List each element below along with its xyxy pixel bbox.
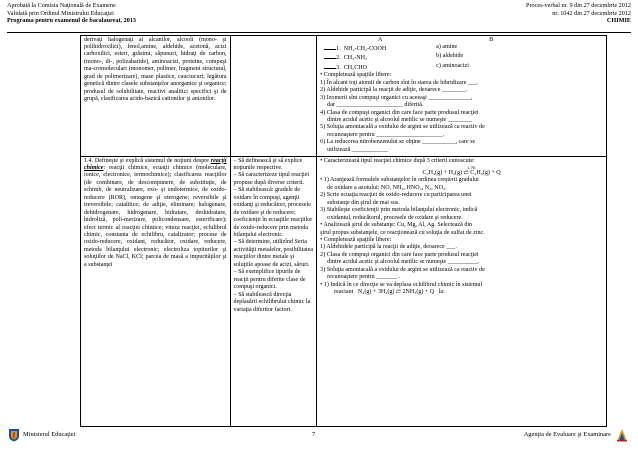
matching-table <box>320 37 603 73</box>
objectives-cell <box>230 157 317 427</box>
curriculum-table <box>80 35 607 427</box>
fill-in-line: recunoaştere pentru ______________________. <box>327 131 445 138</box>
reaction-equation: C₂H₄(g) + H₂(g) ⇄ C₂H₆(g) + Q <box>422 169 501 176</box>
objective-item: – Să definească şi să explice noţiunile respective. <box>233 157 303 171</box>
task-line: dintre acidul acetic şi alcoolul metilic se numeşte __________. <box>327 259 480 266</box>
fill-in-line: • Completează spaţiile libere: <box>320 72 392 79</box>
footer-agency: Agenţia de Evaluare şi Examinare <box>523 431 611 438</box>
matching-header-a: A <box>377 36 383 43</box>
objective-item: – Să exemplifice tipurile de reacţii pentru diferite clase de compuşi organici. <box>233 269 306 291</box>
matching-item-b: a) amine <box>436 43 458 50</box>
competence-cell: derivaţi halogenaţi ai alcanilor, alcooli (mono- şi polihidroxilici), fenol,amine, aldehide, acetonă, acizi carboxilici, esteri, grăsimi, săpunuri, hidraţi de carbon, (mono-, di-, polizaharide), aminoacizi, proteine, compuşi ma-cromoleculari (monomer, polimer, fragment structural, grad de polimerizare), mase plastice, cauciucuri; legătura genetică dintre clasele substanţelor anorganice şi organice; produsul de solubilitate, reactivi analitici specifici şi de grupă, clasificarea acido-bazică cationilor şi anionilor. <box>81 36 231 157</box>
matching-item-a: 1. NH₂-CH₂-COOH <box>324 44 436 53</box>
task-line: substanţe din şirul de mai sus. <box>327 199 400 206</box>
task-line: 3) Stabileşte coeficienţii prin metoda bilanţului electronic, indică <box>320 207 478 214</box>
competence-cell: 1.4. Defineşte şi explică sistemul de noţiuni despre reacţii chimice: reacţii chimice, ecuaţii chimice (moleculare, ionice, electronice, termochimice); clasificarea reacţiilor (de combinare, de descompunere, de substituţie, de schimb, de neutralizare, exo- şi endotermice, de oxido-reducere (ROR), omogene şi eterogene; reversibile şi ireversibile; catalitice; de adiţie, eliminare; halogenare, dehidrogenare, hidrogenare, hidratare, deshidratare, hidroliză, poli-merizare, policondensare, esterificare); efect termic al reacţiei chimice; viteza reacţiei, echilibrul chimic, constanta de echilibru, catalizator; procese de oxido-reducere, oxidant, reducător, oxidare, reducere, metoda bilanţului electronic; electroliza topiturilor şi soluţiilor de NaCl, KCl; parcea de masă a impurităţilor şi a substanţei <box>81 157 231 427</box>
fill-in-line: 4) Clasa de compuşi organici din care face parte produsul reacţiei <box>320 109 479 116</box>
assessment-items-cell <box>317 36 607 157</box>
fill-in-line: 5) Soluţia amoniacală a oxidului de argint se utilizează ca reactiv de <box>320 124 485 131</box>
task-line: recunoaştere pentru _______ . <box>327 274 401 281</box>
objective-item: – Să stabilească direcţia deplasării echilibrului chimic la variaţia diferitor factori. <box>233 291 311 313</box>
objective-item: – Să determine, utilizînd Seria activităţii metalelor, posibilitatea reacţiilor dintre metale şi soluţiile apoase de acizi, săruri. <box>233 239 314 268</box>
task-line: • Analizează şirul de substanţe: Cu, Mg, Al, Ag. Selectează din <box>320 222 473 229</box>
task-line: • 1) Aranjează formulele substanţelor în ordinea creşterii gradului <box>320 177 479 184</box>
fill-in-line: dar ______________________ diferită. <box>327 102 424 109</box>
objective-item: – Să stabilească: gradele de oxidare în compuşi, agenţii oxidanţi şi reducători, procesele de oxidare şi de reducere; coeficienţii în ecuaţiile reacţiilor de oxido-reducere prin metoda bilanţului electronic. <box>233 187 313 239</box>
header-minutes-line: Proces-verbal nr. 9 din 27 decembrie 2012 <box>526 2 631 9</box>
reaction-conditions: t, Ni <box>467 164 476 170</box>
fill-in-line: 3) Izomerii sînt compuşi organici cu aceeaşi ______________, <box>320 94 473 101</box>
equilibrium-equation: N₂(g) + 3H₂(g) ⇄ 2NH₃(g) + Q <box>357 289 435 296</box>
matching-item-a: 2. CH₃-NH₂ <box>324 53 436 62</box>
header-approval-line: Aprobată la Comisia Naţională de Examene <box>7 2 116 9</box>
matching-header-b: B <box>489 36 494 43</box>
equilibrium-line: reactant N₂(g) + 3H₂(g) ⇄ 2NH₃(g) + Q la: <box>334 289 445 296</box>
header-program-title: Programa pentru examenul de bacalaureat, 2013 <box>7 17 137 25</box>
fill-in-line: 1) În alcani toţi atomii de carbon sînt în starea de hibridizare ___. <box>320 79 479 86</box>
header-subject: CHIMIE <box>606 17 631 25</box>
header-rule <box>7 32 631 33</box>
agency-logo-icon <box>616 428 628 442</box>
task-line: • 1) Indică în ce direcţie se va deplasa echilibrul chimic în sistemul <box>320 281 483 288</box>
matching-item-a: 3. CH₃CHO <box>324 63 436 72</box>
matching-item-b: b) aldehide <box>436 53 464 60</box>
table-row <box>81 157 607 427</box>
header-validation-line: Validată prin Ordinul Ministrului Educaţiei <box>7 9 114 17</box>
assessment-items-cell <box>317 157 607 427</box>
task-line: şirul propus substanţele, ce reacţionează cu soluţia de sulfat de zinc. <box>320 229 485 236</box>
keyword-reactions: reacţii chimice <box>84 157 227 171</box>
header-left <box>7 2 136 25</box>
fill-in-line: 2) Aldehide participă la reacţii de adiţie, deoarece ________. <box>320 87 468 94</box>
task-line: • Caracterizează tipul reacţiei chimice după 3 criterii cunoscute: <box>320 157 475 164</box>
header-order-line: nr. 1042 din 27 decembrie 2012 <box>552 9 631 17</box>
task-line: • Completează spaţiile libere: <box>320 237 392 244</box>
task-line: de oxidare a azotului: NO, NH₃, HNO₃, N₂, NO₂. <box>327 184 447 191</box>
objectives-cell <box>230 36 317 157</box>
fill-in-line: 6) La reducerea nitrobenzenului se obţine ___________, care se <box>320 139 476 146</box>
task-line: 3) Soluţia amoniacală a oxidului de argint se utilizează ca reactiv de <box>320 266 485 273</box>
objective-item: – Să caracterizeze tipul reacţiei propuse după diverse criterii. <box>233 172 310 186</box>
task-line: 2) Clasa de compuşi organici din care face parte produsul reacţiei <box>320 251 479 258</box>
fill-in-line: utilizează ____________ <box>327 146 389 153</box>
matching-item-b: c) aminoacizi <box>436 62 469 69</box>
header-right <box>526 2 631 25</box>
ministry-emblem-icon <box>8 428 20 442</box>
footer-ministry: Ministerul Educaţiei <box>23 431 76 438</box>
table-row <box>81 36 607 157</box>
task-line: 1) Aldehidele participă la reacţii de adiţie, deoarece ___. <box>320 244 457 251</box>
fill-in-line: dintre acidul acetic şi alcoolul metilic se numeşte ________ <box>327 117 472 124</box>
page-number: 7 <box>312 431 316 438</box>
task-line: 2) Scrie ecuaţia reacţiei de oxido-reducere cu participarea unei <box>320 192 472 199</box>
task-line: oxidantul, reducătorul, procesele de oxidare şi reducere. <box>327 214 463 221</box>
